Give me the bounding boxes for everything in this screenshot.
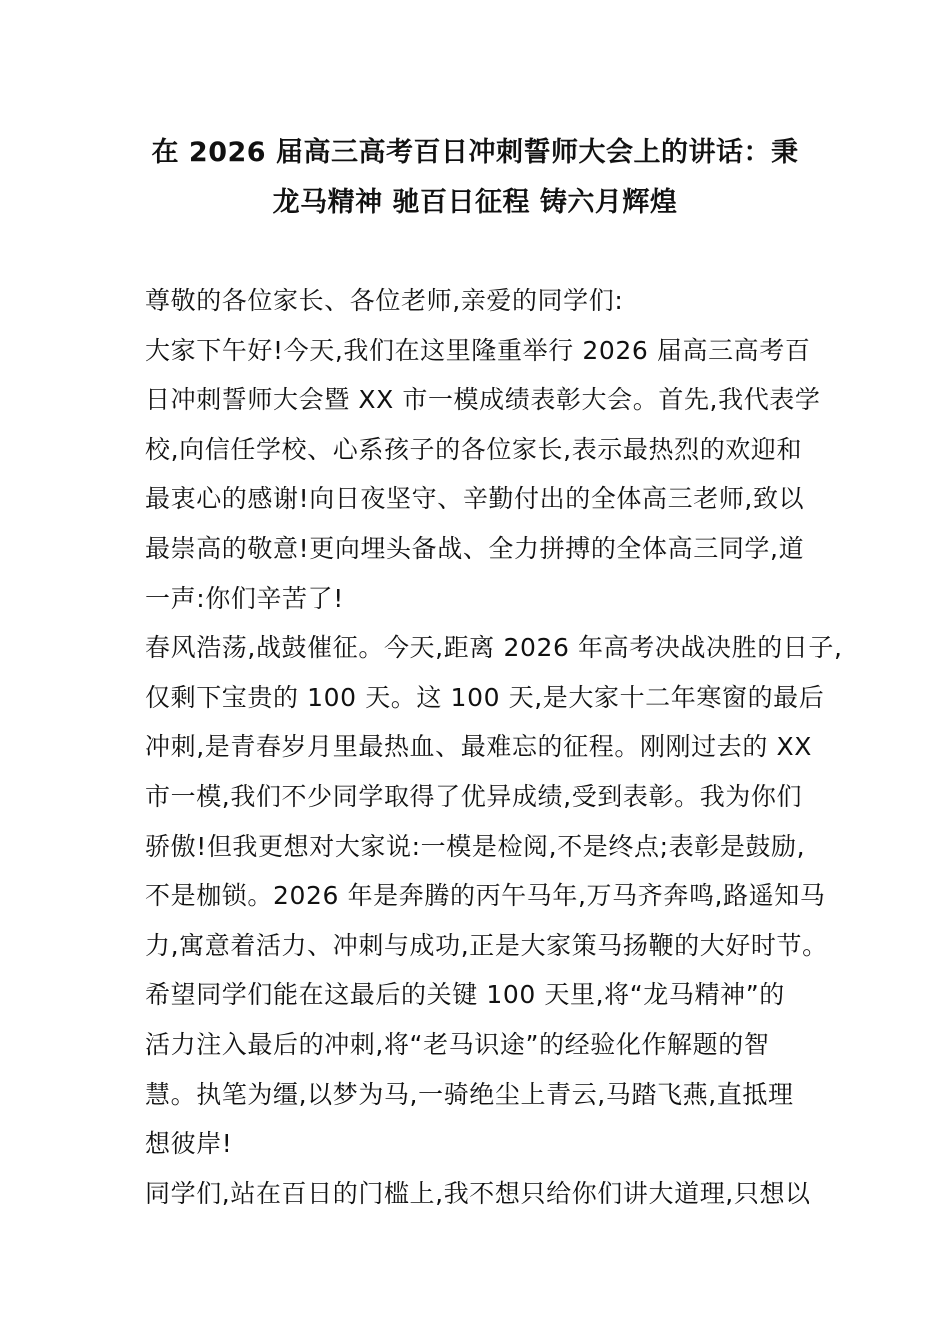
body-line: 一声:你们辛苦了! (145, 583, 344, 613)
body-line: 市一模,我们不少同学取得了优异成绩,受到表彰。我为你们 (145, 781, 803, 811)
body-line: 春风浩荡,战鼓催征。今天,距离 2026 年高考决战决胜的日子, (145, 633, 843, 663)
body-line: 最衷心的感谢!向日夜坚守、辛勤付出的全体高三老师,致以 (145, 484, 805, 514)
title-line: 龙马精神 驰百日征程 铸六月辉煌 (272, 187, 678, 218)
body-line: 力,寓意着活力、冲刺与成功,正是大家策马扬鞭的大好时节。 (145, 930, 828, 960)
body-line: 想彼岸! (145, 1129, 233, 1159)
body-line: 同学们,站在百日的门槛上,我不想只给你们讲大道理,只想以 (145, 1178, 811, 1208)
salutation: 尊敬的各位家长、各位老师,亲爱的同学们: (145, 286, 624, 315)
body-line: 不是枷锁。2026 年是奔腾的丙午马年,万马齐奔鸣,路遥知马 (145, 881, 826, 911)
body-line: 最崇高的敬意!更向埋头备战、全力拼搏的全体高三同学,道 (145, 533, 805, 563)
document-title (120, 128, 830, 228)
body-line: 骄傲!但我更想对大家说:一模是检阅,不是终点;表彰是鼓励, (145, 831, 806, 861)
body-line: 冲刺,是青春岁月里最热血、最难忘的征程。刚刚过去的 XX (145, 732, 812, 762)
body-line: 仅剩下宝贵的 100 天。这 100 天,是大家十二年寒窗的最后 (145, 682, 825, 712)
body-line: 日冲刺誓师大会暨 XX 市一模成绩表彰大会。首先,我代表学 (145, 385, 821, 415)
body-line: 慧。执笔为缰,以梦为马,一骑绝尘上青云,马踏飞燕,直抵理 (145, 1079, 794, 1109)
body-line: 校,向信任学校、心系孩子的各位家长,表示最热烈的欢迎和 (145, 434, 803, 464)
body-line: 希望同学们能在这最后的关键 100 天里,将“龙马精神”的 (145, 980, 785, 1010)
title-line: 在 2026 届高三高考百日冲刺誓师大会上的讲话：秉 (151, 137, 799, 168)
body-line: 活力注入最后的冲刺,将“老马识途”的经验化作解题的智 (145, 1029, 770, 1059)
document-body (145, 276, 845, 1218)
body-line: 大家下午好!今天,我们在这里隆重举行 2026 届高三高考百 (145, 335, 811, 365)
